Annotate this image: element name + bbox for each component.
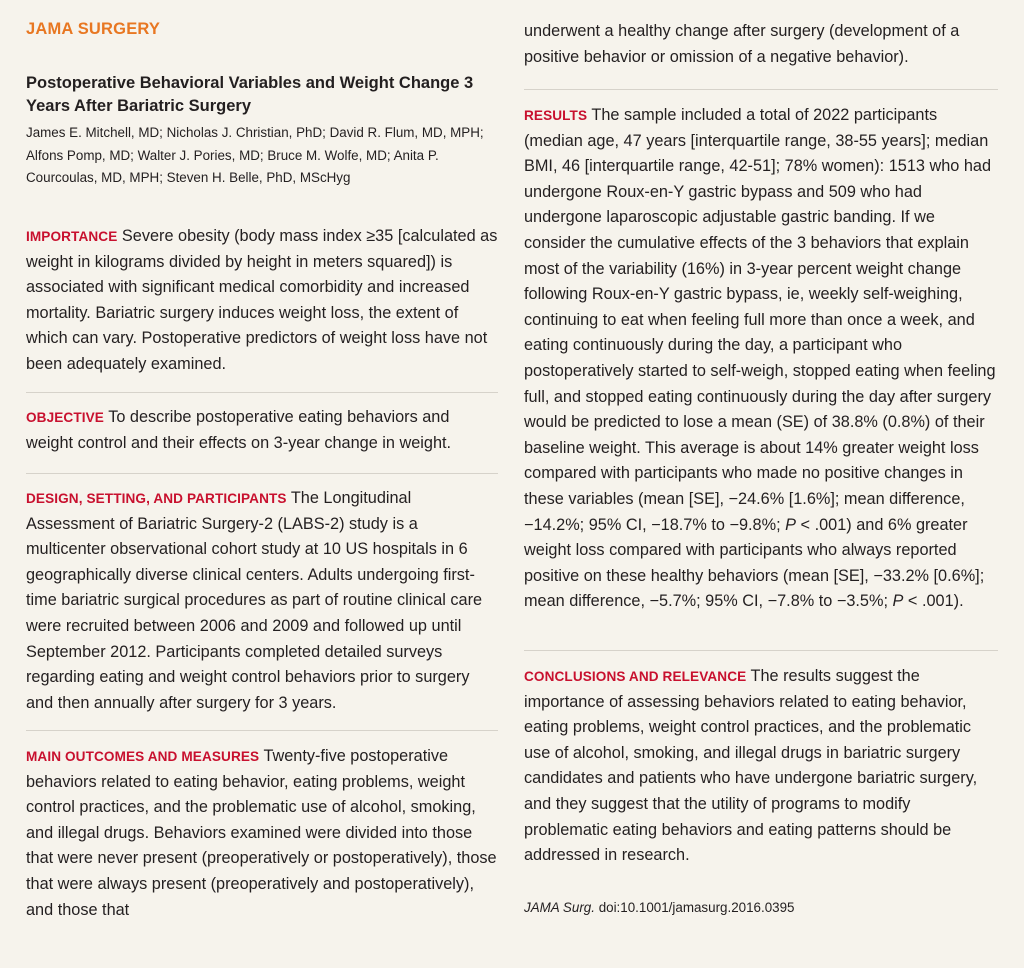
journal-name: JAMA SURGERY bbox=[26, 20, 161, 38]
conclusions-section bbox=[524, 664, 998, 869]
main-outcomes-continuation bbox=[524, 19, 998, 70]
importance-text: Severe obesity (body mass index ≥35 [calculated as weight in kilograms divided by height in meters squared]) is associated with significant medical comorbidity and increased mortality. Bariatric surgery induces weight loss, the extent of which can vary. Postoperative predictors of weight loss have not been adequately examined. bbox=[26, 227, 498, 373]
section-divider bbox=[524, 89, 998, 90]
conclusions-text: The results suggest the importance of assessing behaviors related to eating behavior, eating problems, weight control practices, and the problematic use of alcohol, smoking, and illegal drugs in bariatric surgery candidates and patients who have undergone bariatric surgery, and they suggest that the utility of programs to modify problematic eating behaviors and eating patterns should be addressed in research. bbox=[524, 667, 978, 865]
section-divider bbox=[26, 392, 498, 393]
citation-doi: doi:10.1001/jamasurg.2016.0395 bbox=[598, 900, 795, 915]
p-value-label: P bbox=[785, 515, 797, 534]
objective-heading: OBJECTIVE bbox=[26, 410, 104, 425]
main-outcomes-text: Twenty-five postoperative behaviors related to eating behavior, eating problems, weight control practices, and the problematic use of alcohol, smoking, and illegal drugs. Behaviors examined were divided into those that were never present (preoperatively or postoperatively), those that were always present (preoperatively and postoperatively), and those that bbox=[26, 747, 497, 919]
results-section bbox=[524, 103, 998, 615]
design-section bbox=[26, 486, 498, 716]
section-divider bbox=[26, 473, 498, 474]
objective-section bbox=[26, 405, 498, 456]
citation bbox=[524, 900, 795, 915]
main-outcomes-section bbox=[26, 744, 498, 923]
article-title: Postoperative Behavioral Variables and Weight Change 3 Years After Bariatric Surgery bbox=[26, 74, 474, 115]
results-text-part2: < .001) and 6% greater weight loss compared with participants who always reported positive on these healthy behaviors (mean [SE], −33.2% [0.6%]; mean difference, −5.7%; 95% CI, −7.8% to −3.5%; bbox=[524, 515, 985, 611]
main-outcomes-continuation-text: underwent a healthy change after surgery (development of a positive behavior or omission of a negative behavior). bbox=[524, 22, 960, 66]
section-divider bbox=[26, 730, 498, 731]
citation-journal: JAMA Surg. bbox=[524, 900, 595, 915]
objective-text: To describe postoperative eating behaviors and weight control and their effects on 3-year change in weight. bbox=[26, 408, 452, 452]
design-heading: DESIGN, SETTING, AND PARTICIPANTS bbox=[26, 491, 287, 506]
conclusions-heading: CONCLUSIONS AND RELEVANCE bbox=[524, 669, 747, 684]
results-text-part3: < .001). bbox=[903, 592, 964, 611]
author-list: James E. Mitchell, MD; Nicholas J. Christian, PhD; David R. Flum, MD, MPH; Alfons Pomp, MD; Walter J. Pories, MD; Bruce M. Wolfe, MD; Anita P. Courcoulas, MD, MPH; Steven H. Belle, PhD, MScHyg bbox=[26, 125, 484, 185]
design-text: The Longitudinal Assessment of Bariatric Surgery-2 (LABS-2) study is a multicenter observational cohort study at 10 US hospitals in 6 geographically diverse clinical centers. Adults undergoing first-time bariatric surgical procedures as part of routine clinical care were recruited between 2006 and 2009 and followed up until September 2012. Participants completed detailed surveys regarding eating and weight control behaviors prior to surgery and then annually after surgery for 3 years. bbox=[26, 489, 483, 712]
results-text-part1: The sample included a total of 2022 participants (median age, 47 years [interquartile range, 38-55 years]; median BMI, 46 [interquartile range, 42-51]; 78% women): 1513 who had undergone Roux-en-Y gastric bypass and 509 who had undergone laparoscopic adjustable gastric banding. If we consider the cumulative effects of the 3 behaviors that explain most of the variability (16%) in 3-year percent weight change following Roux-en-Y gastric bypass, ie, weekly self-weighing, continuing to eat when feeling full more than once a week, and eating continuously during the day, a participant who postoperatively started to self-weigh, stopped eating when feeling full, and stopped eating continuously during the day after surgery would be predicted to lose a mean (SE) of 38.8% (0.8%) of their baseline weight. This average is about 14% greater weight loss compared with participants who made no positive changes in these variables (mean [SE], −24.6% [1.6%]; mean difference, −14.2%; 95% CI, −18.7% to −9.8%; bbox=[524, 106, 996, 534]
importance-section bbox=[26, 224, 498, 378]
main-outcomes-heading: MAIN OUTCOMES AND MEASURES bbox=[26, 749, 260, 764]
p-value-label: P bbox=[892, 592, 904, 611]
results-heading: RESULTS bbox=[524, 108, 588, 123]
section-divider bbox=[524, 650, 998, 651]
importance-heading: IMPORTANCE bbox=[26, 229, 118, 244]
